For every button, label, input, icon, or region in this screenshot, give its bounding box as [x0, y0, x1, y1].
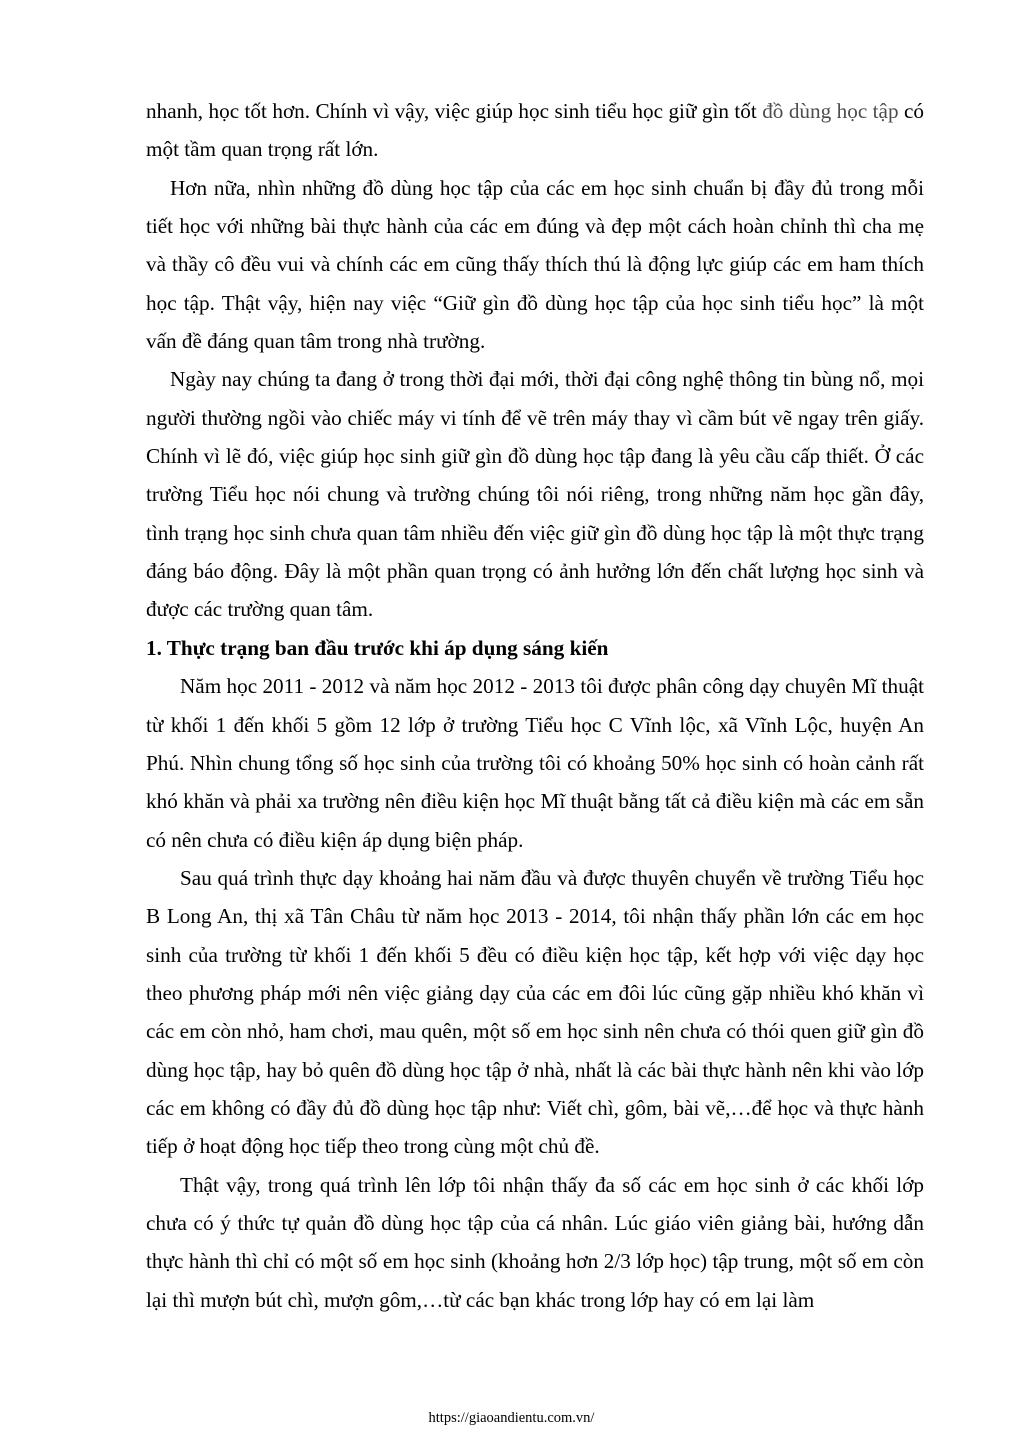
section-heading: 1. Thực trạng ban đầu trước khi áp dụng sáng kiến — [146, 635, 609, 660]
paragraph-continuation — [146, 92, 924, 169]
paragraph: Thật vậy, trong quá trình lên lớp tôi nhận thấy đa số các em học sinh ở các khối lớp chưa có ý thức tự quản đồ dùng học tập của cá nhân. Lúc giáo viên giảng bài, hướng dẫn thực hành thì chỉ có một số em học sinh (khoảng hơn 2/3 lớp học) tập trung, một số em còn lại thì mượn bút chì, mượn gôm,…từ các bạn khác trong lớp hay có em lại làm — [146, 1172, 924, 1312]
paragraph: Năm học 2011 - 2012 và năm học 2012 - 2013 tôi được phân công dạy chuyên Mĩ thuật từ khối 1 đến khối 5 gồm 12 lớp ở trường Tiểu học C Vĩnh lộc, xã Vĩnh Lộc, huyện An Phú. Nhìn chung tổng số học sinh của trường tôi có khoảng 50% học sinh có hoàn cảnh rất khó khăn và phải xa trường nên điều kiện học Mĩ thuật bằng tất cả điều kiện mà các em sẵn có nên chưa có điều kiện áp dụng biện pháp. — [146, 674, 924, 852]
document-page — [146, 92, 924, 1319]
paragraph-text: có một tầm quan trọng rất lớn. — [146, 99, 924, 162]
highlighted-phrase: đồ dùng học tập — [762, 99, 899, 123]
footer-url: https://giaoandientu.com.vn/ — [428, 1410, 595, 1426]
paragraph-text: nhanh, học tốt hơn. Chính vì vậy, việc giúp học sinh tiểu học giữ gìn tốt — [146, 99, 763, 123]
paragraph: Hơn nữa, nhìn những đồ dùng học tập của các em học sinh chuẩn bị đầy đủ trong mỗi tiết học với những bài thực hành của các em đúng và đẹp một cách hoàn chỉnh thì cha mẹ và thầy cô đều vui và chính các em cũng thấy thích thú là động lực giúp các em ham thích học tập. Thật vậy, hiện nay việc “Giữ gìn đồ dùng học tập của học sinh tiểu học” là một vấn đề đáng quan tâm trong nhà trường. — [146, 175, 924, 354]
paragraph: Sau quá trình thực dạy khoảng hai năm đầu và được thuyên chuyển về trường Tiểu học B Long An, thị xã Tân Châu từ năm học 2013 - 2014, tôi nhận thấy phần lớn các em học sinh của trường từ khối 1 đến khối 5 đều có điều kiện học tập, kết hợp với việc dạy học theo phương pháp mới nên việc giảng dạy của các em đôi lúc cũng gặp nhiều khó khăn vì các em còn nhỏ, ham chơi, mau quên, một số em học sinh nên chưa có thói quen giữ gìn đồ dùng học tập, hay bỏ quên đồ dùng học tập ở nhà, nhất là các bài thực hành nên khi vào lớp các em không có đầy đủ đồ dùng học tập như: Viết chì, gôm, bài vẽ,…để học và thực hành tiếp ở hoạt động học tiếp theo trong cùng một chủ đề. — [146, 865, 924, 1159]
paragraph: Ngày nay chúng ta đang ở trong thời đại mới, thời đại công nghệ thông tin bùng nổ, mọi người thường ngồi vào chiếc máy vi tính để vẽ trên máy thay vì cầm bút vẽ ngay trên giấy. Chính vì lẽ đó, việc giúp học sinh giữ gìn đồ dùng học tập đang là yêu cầu cấp thiết. Ở các trường Tiểu học nói chung và trường chúng tôi nói riêng, trong những năm học gần đây, tình trạng học sinh chưa quan tâm nhiều đến việc giữ gìn đồ dùng học tập là một thực trạng đáng báo động. Đây là một phần quan trọng có ảnh hưởng lớn đến chất lượng học sinh và được các trường quan tâm. — [146, 367, 924, 622]
